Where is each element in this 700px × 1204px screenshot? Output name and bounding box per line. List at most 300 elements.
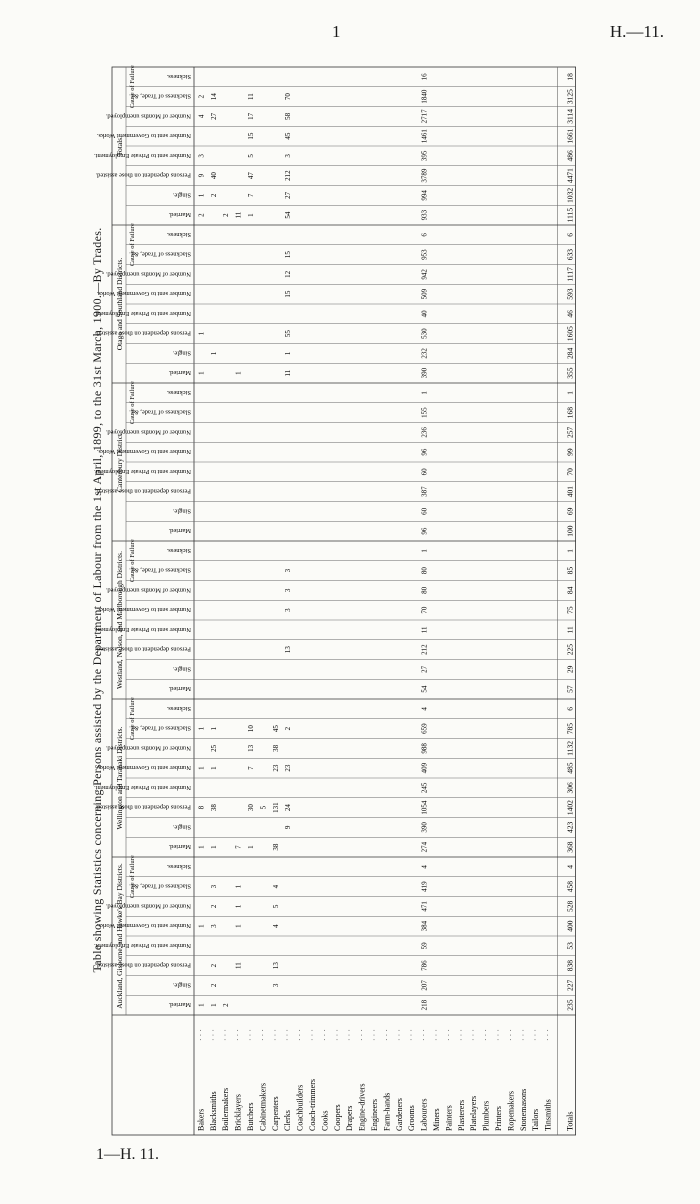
table-cell: 994 [420, 190, 429, 201]
trade-name: Engineers [370, 1099, 379, 1131]
table-cell: 1 [247, 845, 255, 849]
column-header: Sickness. [166, 862, 191, 870]
trade-name: Coach-trimmers [308, 1079, 317, 1131]
table-cell: 80 [420, 567, 429, 575]
total-cell: 53 [565, 942, 575, 950]
table-cell: 786 [420, 960, 429, 971]
table-cell: 54 [420, 685, 429, 693]
total-cell: 225 [565, 644, 575, 656]
column-header: Slackness of Trade, &c. [129, 566, 191, 574]
table-cell: 1 [234, 884, 243, 889]
table-cell: 11 [284, 369, 293, 377]
table-cell: 5 [247, 154, 255, 158]
trade-name: Clerks [283, 1110, 293, 1131]
table-cell: 5 [271, 904, 280, 909]
total-cell: 306 [565, 782, 575, 794]
total-cell: 75 [565, 606, 575, 614]
total-cell: 57 [565, 685, 575, 693]
total-cell: 99 [565, 448, 575, 456]
table-cell: 3789 [420, 168, 429, 183]
table-cell: 2 [209, 193, 218, 198]
table-cell: 45 [284, 132, 293, 140]
rotated-table-container [90, 65, 585, 1135]
table-cell: 7 [247, 766, 255, 770]
group-header: Otago and Southland Districts. [115, 257, 124, 351]
table-cell: 232 [420, 348, 429, 359]
column-header: Single. [172, 507, 191, 515]
table-cell: 45 [271, 725, 280, 733]
table-cell: 1 [209, 1003, 218, 1007]
table-border [112, 67, 576, 1135]
table-cell: 58 [284, 112, 293, 120]
leader-dots: · · · [382, 1029, 392, 1041]
cause-label: Cause of Failure [129, 223, 136, 267]
table-cell: 3 [284, 608, 293, 612]
table-cell: 60 [420, 468, 429, 476]
table-cell: 2 [284, 726, 293, 731]
total-cell: 85 [565, 566, 575, 575]
total-cell: 400 [565, 920, 575, 932]
footer-code: 1—H. 11. [96, 1146, 159, 1163]
column-header: Number sent to Government Works. [96, 764, 191, 772]
table-cell: 38 [209, 804, 218, 812]
table-cell: 17 [247, 112, 255, 120]
leader-dots: · · · [233, 1029, 243, 1041]
total-cell: 486 [565, 150, 575, 162]
trade-name: Painters [444, 1105, 454, 1131]
total-cell: 1115 [565, 207, 575, 223]
table-cell: 40 [420, 310, 429, 318]
total-cell: 227 [565, 979, 575, 991]
table-cell: 1 [420, 549, 429, 553]
leader-dots: · · · [221, 1029, 231, 1041]
leader-dots: · · · [246, 1029, 255, 1041]
total-cell: 633 [565, 249, 575, 261]
total-cell: 284 [565, 347, 575, 359]
table-cell: 3 [197, 154, 206, 158]
table-cell: 4 [271, 884, 280, 889]
column-header: Sickness. [166, 72, 191, 80]
table-cell: 1 [209, 845, 218, 849]
total-cell: 11 [565, 626, 575, 634]
table-cell: 3 [284, 154, 293, 158]
document-code: H.—11. [609, 22, 664, 41]
table-cell: 27 [284, 191, 293, 199]
trade-name: Ropemakers [506, 1091, 516, 1131]
trade-name: Coopers [332, 1104, 342, 1131]
leader-dots: · · · [407, 1029, 417, 1041]
total-cell: 423 [565, 821, 575, 833]
table-cell: 659 [420, 723, 429, 734]
table-cell: 96 [420, 527, 429, 535]
leader-dots: · · · [531, 1029, 541, 1041]
leader-dots: · · · [370, 1029, 379, 1041]
column-header: Sickness. [166, 546, 191, 554]
total-cell: 528 [565, 900, 575, 912]
page-number: 1 [332, 22, 341, 41]
leader-dots: · · · [345, 1029, 355, 1041]
total-cell: 4471 [565, 168, 575, 184]
trade-name: Coachbuilders [295, 1084, 305, 1131]
table-cell: 1 [284, 351, 293, 356]
column-header: Number sent to Government Works. [96, 606, 191, 614]
table-cell: 38 [271, 744, 280, 752]
table-cell: 1 [234, 904, 243, 909]
trade-name: Platelayers [469, 1095, 479, 1131]
table-cell: 54 [284, 211, 293, 219]
table-cell: 8 [197, 805, 206, 810]
table-cell: 207 [420, 980, 429, 991]
table-cell: 155 [420, 407, 429, 418]
cause-label: Cause of Failure [129, 697, 136, 741]
table-cell: 1 [209, 726, 218, 731]
table-cell: 3 [209, 884, 218, 889]
table-cell: 60 [420, 507, 429, 515]
leader-dots: · · · [357, 1029, 367, 1041]
column-header: Number of Months unemployed. [105, 744, 191, 752]
table-cell: 2717 [420, 109, 429, 124]
table-cell: 4 [420, 865, 429, 869]
column-header: Slackness of Trade, &c. [129, 724, 191, 732]
table-cell: 9 [197, 173, 206, 178]
column-header: Married. [168, 527, 191, 535]
total-cell: 1661 [565, 128, 575, 144]
table-cell: 419 [420, 881, 429, 892]
group-header: Canterbury District. [115, 432, 124, 492]
table-cell: 530 [420, 328, 429, 339]
column-header: Married. [168, 369, 191, 377]
table-cell: 9 [284, 825, 293, 830]
table-cell: 23 [271, 764, 280, 772]
column-header: Single. [172, 823, 191, 831]
column-header: Persons dependent on those assisted. [95, 329, 191, 337]
table-cell: 16 [420, 73, 429, 81]
table-cell: 1461 [420, 129, 429, 144]
table-cell: 1054 [420, 800, 429, 815]
table-cell: 96 [420, 448, 429, 456]
trade-name: Gardeners [394, 1098, 404, 1131]
leader-dots: · · · [320, 1029, 330, 1041]
table-cell: 236 [420, 427, 429, 438]
leader-dots: · · · [208, 1029, 218, 1041]
trade-name: Boilermakers [221, 1087, 231, 1131]
total-cell: 368 [565, 841, 575, 853]
column-header: Persons dependent on those assisted. [95, 645, 191, 653]
table-cell: 11 [234, 211, 243, 219]
total-cell: 838 [565, 960, 575, 972]
table-cell: 988 [420, 743, 429, 754]
trade-name: Grooms [407, 1105, 417, 1131]
table-cell: 1 [197, 1003, 206, 1007]
trade-name: Tinsmiths [543, 1099, 553, 1131]
table-cell: 212 [284, 170, 293, 181]
table-cell: 40 [209, 172, 218, 180]
leader-dots: · · · [283, 1029, 293, 1041]
table-cell: 1 [247, 213, 255, 217]
trade-name: Blacksmiths [208, 1091, 218, 1131]
leader-dots: · · · [481, 1029, 491, 1041]
leader-dots: · · · [196, 1029, 206, 1041]
total-cell: 1402 [565, 800, 575, 816]
column-header: Married. [168, 211, 191, 219]
table-cell: 3 [284, 568, 293, 573]
total-cell: 168 [565, 407, 575, 419]
column-header: Number sent to Government Works. [96, 448, 191, 456]
leader-dots: · · · [444, 1029, 454, 1041]
trade-name: Labourers [419, 1098, 429, 1131]
column-header: Number sent to Private Employment. [94, 467, 191, 475]
table-cell: 70 [284, 93, 293, 101]
table-cell: 11 [420, 626, 429, 634]
table-cell: 30 [247, 804, 255, 812]
leader-dots: · · · [308, 1029, 317, 1041]
trade-name: Engine-drivers [357, 1083, 367, 1131]
table-cell: 3 [271, 983, 280, 988]
column-header: Persons dependent on those assisted. [95, 961, 191, 969]
column-header: Number sent to Private Employment. [94, 151, 191, 159]
table-cell: 509 [420, 288, 429, 300]
cause-label: Cause of Failure [129, 65, 136, 109]
column-header: Number sent to Government Works. [96, 132, 191, 140]
trade-name: Drapers [345, 1105, 355, 1131]
table-cell: 245 [420, 782, 429, 794]
leader-dots: · · · [419, 1029, 429, 1041]
table-cell: 387 [420, 486, 429, 497]
total-cell: 458 [565, 881, 575, 893]
leader-dots: · · · [506, 1029, 516, 1041]
trade-name: Tailors [531, 1108, 541, 1131]
cause-label: Cause of Failure [129, 381, 136, 425]
total-cell: 1117 [565, 267, 575, 282]
table-cell: 2 [222, 1003, 231, 1007]
table-cell: 23 [284, 764, 293, 772]
total-cell: 69 [565, 507, 575, 516]
column-header: Sickness. [166, 230, 191, 238]
table-cell: 7 [234, 845, 243, 849]
column-header: Persons dependent on those assisted. [95, 171, 191, 179]
table-cell: 14 [209, 93, 218, 101]
total-cell: 18 [565, 73, 575, 81]
table-cell: 55 [284, 330, 293, 338]
table-cell: 2 [209, 963, 218, 968]
trade-name: Bakers [196, 1108, 206, 1131]
table-cell: 80 [420, 586, 429, 594]
total-cell: 235 [565, 999, 575, 1011]
table-cell: 5 [259, 805, 268, 810]
total-cell: 100 [565, 525, 575, 537]
column-header: Sickness. [166, 704, 191, 712]
total-cell: 3114 [565, 109, 575, 124]
table-cell: 15 [284, 290, 293, 298]
total-cell: 84 [565, 586, 575, 595]
table-cell: 4 [420, 707, 429, 711]
column-header: Slackness of Trade, &c. [129, 408, 191, 416]
table-cell: 7 [247, 193, 255, 198]
cause-label: Cause of Failure [129, 539, 136, 583]
table-cell: 1 [197, 193, 206, 198]
total-cell: 4 [565, 865, 575, 869]
table-cell: 4 [197, 114, 206, 119]
table-cell: 11 [247, 93, 255, 100]
table-cell: 24 [284, 804, 293, 812]
column-header: Number sent to Private Employment. [94, 783, 191, 791]
column-header: Slackness of Trade, &c. [129, 882, 191, 890]
column-header: Number sent to Private Employment. [94, 309, 191, 317]
totals-label: Totals [565, 1111, 575, 1131]
table-cell: 131 [271, 802, 280, 813]
table-cell: 395 [420, 150, 429, 162]
leader-dots: · · · [518, 1029, 528, 1041]
leader-dots: · · · [332, 1029, 342, 1041]
total-cell: 3125 [565, 89, 575, 105]
column-header: Persons dependent on those assisted. [95, 487, 191, 495]
column-header: Number of Months unemployed. [105, 270, 191, 278]
table-cell: 471 [420, 901, 429, 912]
trade-name: Bricklayers [233, 1094, 243, 1131]
table-cell: 12 [284, 270, 293, 278]
table-cell: 942 [420, 269, 429, 280]
total-cell: 1 [565, 549, 575, 553]
group-header: Totals. [115, 135, 124, 157]
table-cell: 1 [234, 371, 243, 375]
trade-name: Cooks [320, 1110, 330, 1131]
column-header: Slackness of Trade, &c. [129, 92, 191, 100]
table-cell: 1840 [420, 89, 429, 104]
column-header: Slackness of Trade, &c. [129, 250, 191, 258]
column-header: Number sent to Private Employment. [94, 941, 191, 949]
trade-name: Miners [432, 1108, 441, 1131]
table-cell: 409 [420, 762, 429, 774]
table-cell: 13 [284, 646, 293, 654]
leader-dots: · · · [258, 1029, 268, 1041]
column-header: Sickness. [166, 388, 191, 396]
total-cell: 29 [565, 665, 575, 674]
total-cell: 355 [565, 367, 575, 379]
leader-dots: · · · [295, 1029, 305, 1041]
table-cell: 1 [209, 351, 218, 356]
table-cell: 15 [247, 132, 255, 140]
table-cell: 1 [234, 924, 243, 928]
table-cell: 390 [420, 822, 429, 833]
trade-name: Farm-hands [382, 1092, 392, 1131]
total-cell: 593 [565, 288, 575, 300]
table-cell: 4 [271, 924, 280, 928]
total-cell: 70 [565, 468, 575, 476]
column-header: Number of Months unemployed. [105, 112, 191, 120]
table-cell: 38 [271, 843, 280, 851]
leader-dots: · · · [456, 1029, 466, 1041]
table-cell: 1 [197, 924, 206, 928]
leader-dots: · · · [543, 1029, 553, 1041]
table-cell: 1 [197, 766, 206, 770]
trade-name: Plumbers [481, 1100, 491, 1131]
table-title: Table showing Statistics concerning Persons assisted by the Department of Labour from the 1st April, 1899, to the 31st March, 1900.—By Trades. [90, 227, 104, 973]
cause-label: Cause of Failure [129, 855, 136, 899]
column-header: Single. [172, 981, 191, 989]
trade-name: Carpenters [270, 1096, 280, 1131]
table-cell: 3 [284, 588, 293, 593]
table-cell: 2 [222, 213, 231, 217]
table-cell: 384 [420, 920, 429, 932]
table-cell: 212 [420, 644, 429, 655]
table-cell: 2 [197, 94, 206, 99]
column-header: Married. [168, 1001, 191, 1009]
table-cell: 13 [247, 744, 255, 752]
table-cell: 1 [209, 766, 218, 770]
trade-name: Printers [494, 1106, 503, 1131]
group-header: Auckland, Gisborne, and Hawke's Bay Districts. [115, 863, 124, 1009]
column-header: Single. [172, 665, 191, 673]
table-cell: 1 [197, 726, 206, 731]
leader-dots: · · · [270, 1029, 280, 1041]
leader-dots: · · · [394, 1029, 404, 1041]
table-cell: 933 [420, 209, 429, 221]
table-cell: 1 [420, 391, 429, 395]
total-cell: 6 [565, 707, 575, 711]
column-header: Married. [168, 685, 191, 693]
group-header: Westland, Nelson, and Marlborough Districts. [115, 551, 124, 689]
table-cell: 27 [209, 112, 218, 120]
table-cell: 70 [420, 606, 429, 614]
table-cell: 25 [209, 744, 218, 752]
column-header: Single. [172, 191, 191, 199]
table-cell: 1 [197, 845, 206, 849]
table-cell: 6 [420, 233, 429, 237]
column-header: Number of Months unemployed. [105, 428, 191, 436]
trade-name: Plasterers [456, 1099, 466, 1131]
table-cell: 1 [197, 371, 206, 375]
column-header: Number sent to Private Employment. [94, 625, 191, 633]
table-cell: 13 [271, 962, 280, 970]
column-header: Married. [168, 843, 191, 851]
total-cell: 1605 [565, 326, 575, 342]
leader-dots: · · · [494, 1029, 503, 1041]
table-cell: 390 [420, 367, 429, 379]
total-cell: 401 [565, 486, 575, 498]
total-cell: 46 [565, 310, 575, 318]
total-cell: 1132 [565, 741, 575, 756]
table-cell: 274 [420, 841, 429, 853]
table-cell: 59 [420, 942, 429, 950]
column-header: Number of Months unemployed. [105, 586, 191, 594]
table-cell: 218 [420, 999, 429, 1011]
table-cell: 1 [197, 331, 206, 336]
column-header: Single. [172, 349, 191, 357]
total-cell: 257 [565, 426, 575, 438]
table-cell: 27 [420, 665, 429, 673]
group-header: Wellington and Taranaki Districts. [115, 726, 124, 830]
table-cell: 47 [247, 172, 255, 180]
total-cell: 1032 [565, 187, 575, 203]
total-cell: 485 [565, 762, 575, 774]
table-cell: 953 [420, 249, 429, 260]
table-cell: 2 [209, 904, 218, 909]
trade-name: Stonemasons [518, 1088, 528, 1131]
column-header: Persons dependent on those assisted. [95, 803, 191, 811]
total-cell: 6 [565, 233, 575, 237]
column-header: Number of Months unemployed. [105, 902, 191, 910]
table-cell: 15 [284, 251, 293, 259]
leader-dots: · · · [432, 1029, 441, 1041]
table-cell: 10 [247, 725, 255, 733]
leader-dots: · · · [469, 1029, 479, 1041]
total-cell: 1 [565, 391, 575, 395]
column-header: Number sent to Government Works. [96, 290, 191, 298]
table-cell: 11 [234, 962, 243, 969]
column-header: Number sent to Government Works. [96, 922, 191, 930]
table-cell: 3 [209, 924, 218, 928]
table-cell: 2 [209, 983, 218, 988]
